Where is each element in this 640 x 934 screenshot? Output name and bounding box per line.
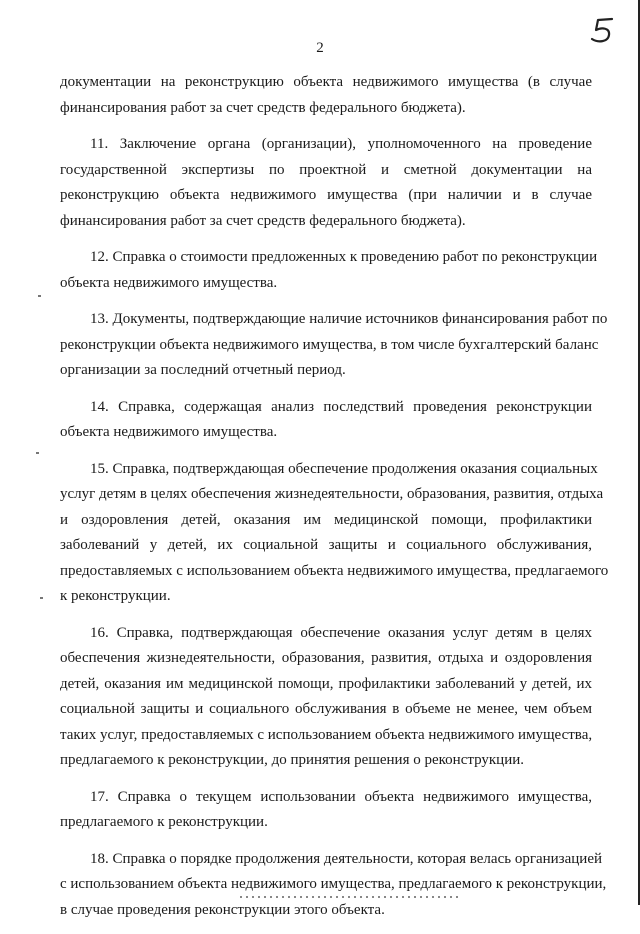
paragraph-line: государственной экспертизы по проектной и сметной документации на	[60, 161, 592, 178]
paragraph-line: обеспечения жизнедеятельности, образования, развития, отдыха и оздоровления	[60, 650, 592, 666]
paragraph-line: предлагаемого к реконструкции, до принятия решения о реконструкции.	[60, 752, 525, 768]
page-number: 2	[316, 40, 324, 56]
paragraph-line: в случае проведения реконструкции этого объекта.	[60, 901, 385, 918]
document-body	[60, 70, 609, 934]
paragraph-line: заболеваний у детей, их социальной защиты и социального обслуживания,	[60, 537, 592, 553]
paragraph-line: объекта недвижимого имущества.	[60, 274, 278, 291]
paragraph-line: услуг детям в целях обеспечения жизнедеятельности, образования, развития, отдыха	[60, 486, 604, 502]
document-paragraph	[60, 785, 592, 836]
document-paragraph	[60, 395, 592, 446]
paragraph-line: объекта недвижимого имущества.	[60, 424, 278, 440]
paragraph-line: реконструкции объекта недвижимого имущества, в том числе бухгалтерский баланс	[60, 336, 599, 353]
paragraph-line: социальной защиты и социального обслуживания в объеме не менее, чем объем	[60, 701, 592, 717]
handwritten-page-mark	[586, 14, 618, 46]
scan-edge-artifact	[240, 896, 460, 898]
paragraph-line: финансирования работ за счет средств федерального бюджета).	[60, 212, 466, 229]
paragraph-line: 15. Справка, подтверждающая обеспечение продолжения оказания социальных	[90, 460, 598, 477]
paragraph-line: 18. Справка о порядке продолжения деятельности, которая велась организацией	[90, 850, 603, 867]
scan-artifact	[40, 597, 43, 599]
document-paragraph	[60, 457, 609, 610]
paragraph-line: предлагаемого к реконструкции.	[60, 814, 268, 830]
paragraph-line: 11. Заключение органа (организации), уполномоченного на проведение	[90, 136, 592, 152]
paragraph-line: документации на реконструкцию объекта недвижимого имущества (в случае	[60, 74, 592, 90]
scan-artifact	[38, 295, 41, 297]
document-paragraph	[60, 245, 598, 296]
paragraph-line: 13. Документы, подтверждающие наличие источников финансирования работ по	[90, 311, 608, 327]
paragraph-line: и оздоровления детей, оказания им медицинской помощи, профилактики	[60, 511, 592, 528]
paragraph-line: к реконструкции.	[60, 588, 171, 604]
paragraph-line: финансирования работ за счет средств федерального бюджета).	[60, 99, 466, 116]
paragraph-line: с использованием объекта недвижимого имущества, предлагаемого к реконструкции,	[60, 876, 607, 892]
paragraph-line: 17. Справка о текущем использовании объекта недвижимого имущества,	[90, 788, 592, 805]
paragraph-line: 16. Справка, подтверждающая обеспечение оказания услуг детям в целях	[90, 624, 592, 641]
paragraph-line: детей, оказания им медицинской помощи, профилактики заболеваний у детей, их	[60, 675, 592, 692]
document-paragraph	[60, 132, 592, 234]
document-paragraph	[60, 70, 592, 121]
paragraph-line: организации за последний отчетный период.	[60, 362, 346, 378]
paragraph-line: предоставляемых с использованием объекта недвижимого имущества, предлагаемого	[60, 562, 609, 579]
paragraph-line: 12. Справка о стоимости предложенных к проведению работ по реконструкции	[90, 249, 598, 265]
paragraph-line: реконструкцию объекта недвижимого имущества (при наличии и в случае	[60, 187, 592, 203]
document-paragraph	[60, 847, 607, 924]
document-paragraph	[60, 621, 592, 774]
document-paragraph	[60, 307, 608, 384]
paragraph-line: 14. Справка, содержащая анализ последствий проведения реконструкции	[90, 398, 592, 415]
scan-artifact	[36, 452, 39, 454]
paragraph-line: таких услуг, предоставляемых с использованием объекта недвижимого имущества,	[60, 726, 593, 743]
